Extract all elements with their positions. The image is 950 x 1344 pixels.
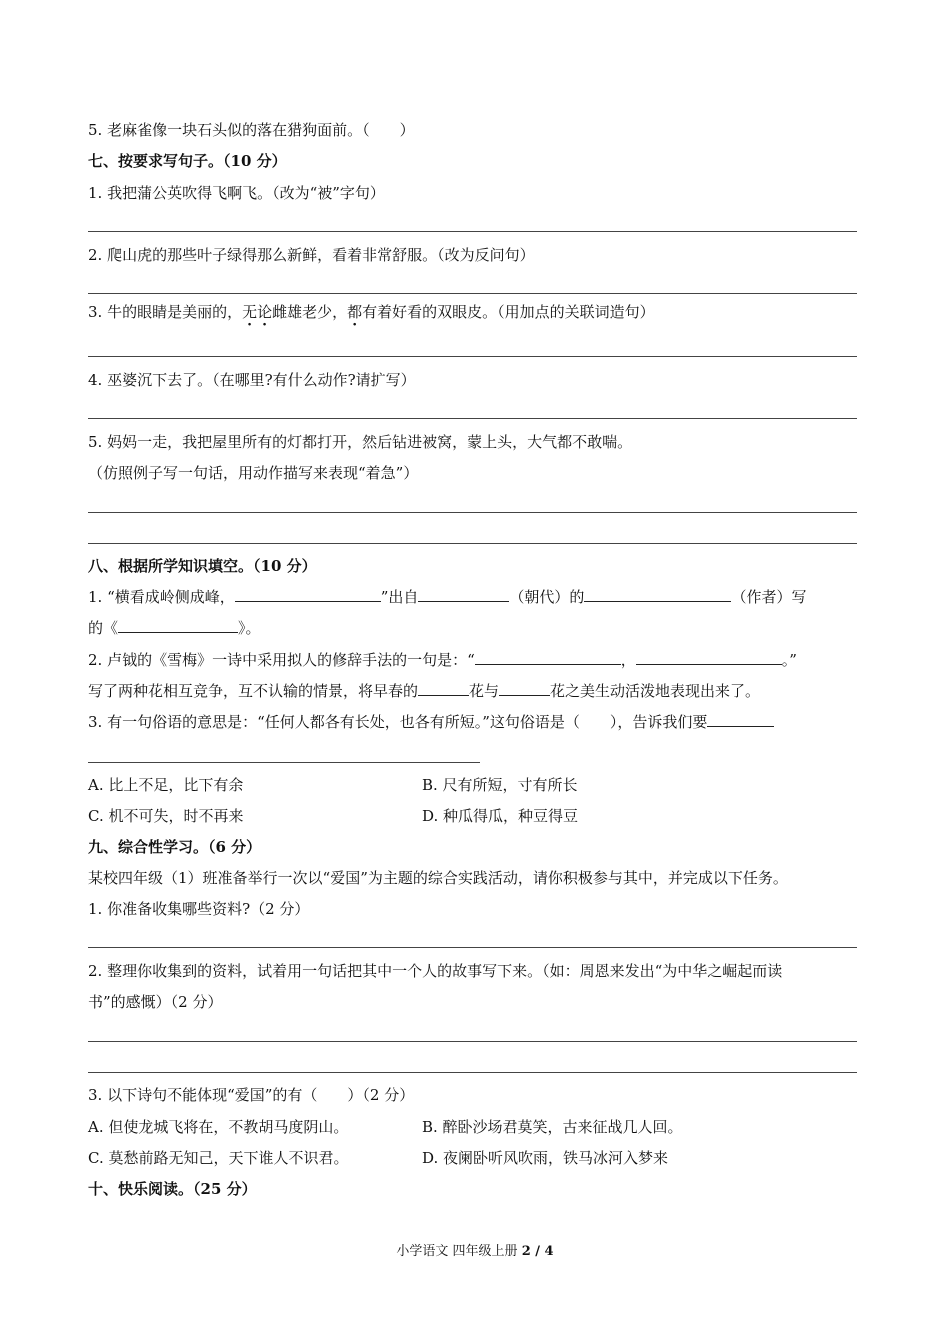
section-9-intro: 某校四年级（1）班准备举行一次以“爱国”为主题的综合实践活动，请你积极参与其中，并完成以下任务。 — [88, 869, 788, 887]
option-b: B. 醉卧沙场君莫笑，古来征战几人回。 — [422, 1118, 683, 1136]
question-7-1: 1. 我把蒲公英吹得飞啊飞。（改为“被”字句） — [88, 184, 385, 202]
page-number: 2 / 4 — [521, 1244, 554, 1259]
page-footer: 小学语文 四年级上册 2 / 4 — [396, 1244, 554, 1259]
blank[interactable] — [118, 618, 238, 633]
blank[interactable] — [499, 681, 550, 696]
answer-line[interactable] — [88, 1041, 857, 1042]
question-9-2-cont: 书”的感慨）（2 分） — [88, 993, 223, 1011]
question-8-1: 1. “横看成岭侧成峰， ”出自 （朝代）的 （作者）写 — [88, 588, 807, 606]
section-10-heading: 十、快乐阅读。（25 分） — [88, 1180, 257, 1198]
option-a: A. 比上不足，比下有余 — [88, 776, 244, 794]
blank[interactable] — [418, 681, 469, 696]
question-9-2: 2. 整理你收集到的资料，试着用一句话把其中一个人的故事写下来。（如：周恩来发出“为中华之崛起而读 — [88, 962, 783, 980]
blank[interactable] — [584, 587, 731, 602]
answer-line[interactable] — [88, 762, 480, 763]
blank[interactable] — [418, 587, 509, 602]
answer-line[interactable] — [88, 1072, 857, 1073]
answer-line[interactable] — [88, 512, 857, 513]
section-8-heading: 八、根据所学知识填空。（10 分） — [88, 557, 317, 575]
option-c: C. 莫愁前路无知己，天下谁人不识君。 — [88, 1149, 349, 1167]
question-7-5: 5. 妈妈一走，我把屋里所有的灯都打开，然后钻进被窝，蒙上头，大气都不敢喘。 — [88, 433, 633, 451]
option-d: D. 种瓜得瓜，种豆得豆 — [422, 807, 579, 825]
section-7-heading: 七、按要求写句子。（10 分） — [88, 152, 287, 170]
question-8-2-cont: 写了两种花相互竞争，互不认输的情景，将早春的 花与 花之美生动活泼地表现出来了。 — [88, 682, 761, 700]
blank[interactable] — [475, 650, 621, 665]
question-6-5: 5. 老麻雀像一块石头似的落在猎狗面前。（ ） — [88, 121, 415, 139]
blank[interactable] — [707, 712, 774, 727]
option-c: C. 机不可失，时不再来 — [88, 807, 244, 825]
emphasis-word: 无 — [242, 303, 258, 321]
emphasis-word: 论 — [257, 303, 273, 321]
question-8-1-cont: 的《 》。 — [88, 619, 261, 637]
emphasis-word: 都 — [347, 303, 363, 321]
question-9-3: 3. 以下诗句不能体现“爱国”的有（ ）（2 分） — [88, 1086, 415, 1104]
question-8-3: 3. 有一句俗语的意思是：“任何人都各有长处，也各有所短。”这句俗语是（ ），告诉我们要 — [88, 712, 774, 732]
question-7-4: 4. 巫婆沉下去了。（在哪里?有什么动作?请扩写） — [88, 371, 416, 389]
answer-line[interactable] — [88, 418, 857, 419]
answer-line[interactable] — [88, 231, 857, 232]
option-d: D. 夜阑卧听风吹雨，铁马冰河入梦来 — [422, 1149, 669, 1167]
section-9-heading: 九、综合性学习。（6 分） — [88, 838, 262, 856]
answer-line[interactable] — [88, 293, 857, 294]
answer-line[interactable] — [88, 543, 857, 544]
option-b: B. 尺有所短，寸有所长 — [422, 776, 578, 794]
question-7-3: 3. 牛的眼睛是美丽的，无论雌雄老少，都有着好看的双眼皮。（用加点的关联词造句） — [88, 303, 655, 321]
option-a: A. 但使龙城飞将在，不教胡马度阴山。 — [88, 1118, 349, 1136]
blank[interactable] — [235, 587, 381, 602]
question-9-1: 1. 你准备收集哪些资料?（2 分） — [88, 900, 310, 918]
answer-line[interactable] — [88, 356, 857, 357]
question-7-5-note: （仿照例子写一句话，用动作描写来表现“着急”） — [88, 464, 419, 482]
blank[interactable] — [636, 650, 782, 665]
answer-line[interactable] — [88, 947, 857, 948]
question-8-2: 2. 卢钺的《雪梅》一诗中采用拟人的修辞手法的一句是：“ ， 。” — [88, 651, 797, 669]
question-7-2: 2. 爬山虎的那些叶子绿得那么新鲜，看着非常舒服。（改为反问句） — [88, 246, 535, 264]
